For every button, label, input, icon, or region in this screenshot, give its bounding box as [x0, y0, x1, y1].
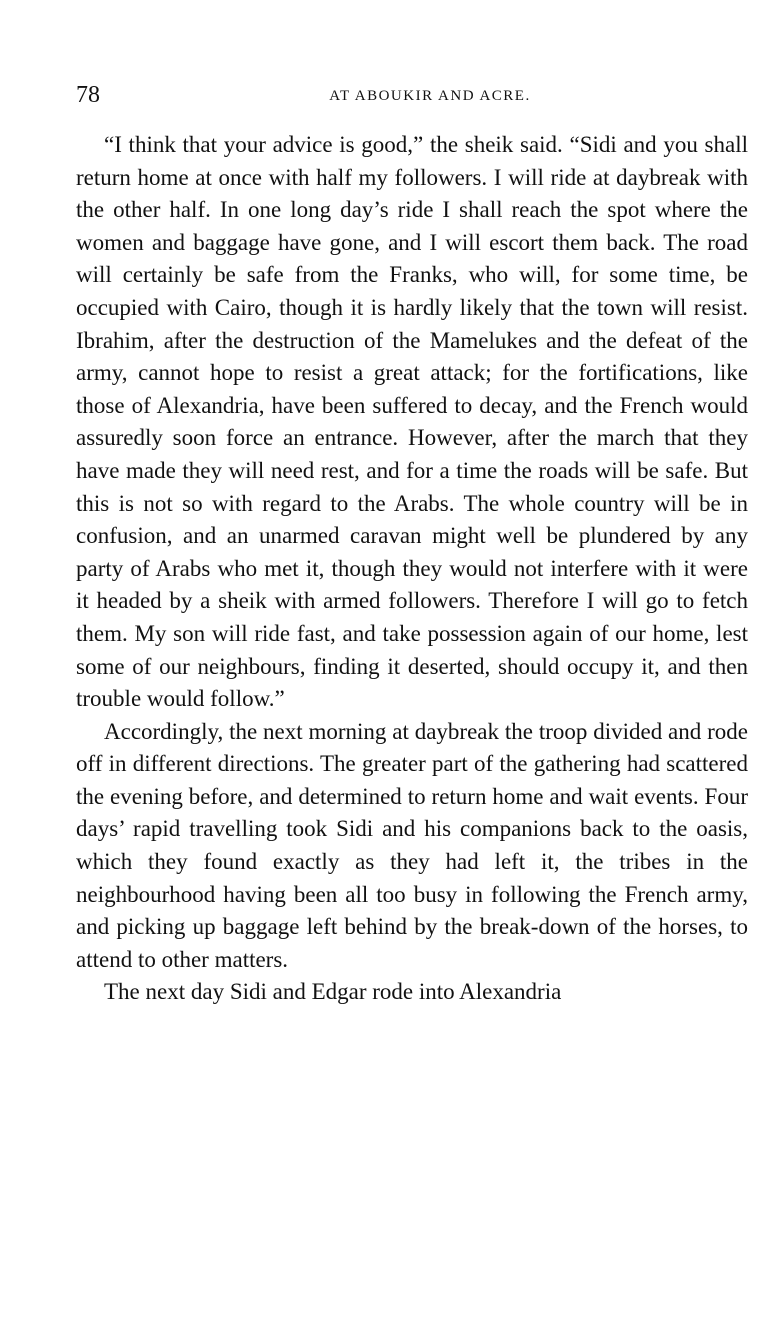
page-number: 78	[76, 82, 100, 108]
paragraph: The next day Sidi and Edgar rode into Alexandria	[104, 979, 562, 1005]
running-head: AT ABOUKIR AND ACRE.	[329, 88, 531, 104]
page-header	[76, 80, 748, 110]
body-text	[76, 129, 748, 1009]
paragraph: Accordingly, the next morning at daybreak the troop divided and rode off in different directions. The greater part of the gathering had scattered the evening before, and determined to return home and wait events. Four days’ rapid travelling took Sidi and his companions back to the oasis, which they found exactly as they had left it, the tribes in the neighbourhood having been all too busy in following the French army, and picking up baggage left behind by the break-down of the horses, to attend to other matters.	[76, 718, 748, 972]
paragraph: “I think that your advice is good,” the sheik said. “Sidi and you shall return home at once with half my followers. I will ride at daybreak with the other half. In one long day’s ride I shall reach the spot where the women and baggage have gone, and I will escort them back. The road will certainly be safe from the Franks, who will, for some time, be occupied with Cairo, though it is hardly likely that the town will resist. Ibrahim, after the destruction of the Mamelukes and the defeat of the army, cannot hope to resist a great attack; for the fortifications, like those of Alexandria, have been suffered to decay, and the French would assuredly soon force an entrance. However, after the march that they have made they will need rest, and for a time the roads will be safe. But this is not so with regard to the Arabs. The whole country will be in confusion, and an unarmed caravan might well be plundered by any party of Arabs who met it, though they would not interfere with it were it headed by a sheik with armed followers. Therefore I will go to fetch them. My son will ride fast, and take possession again of our home, lest some of our neighbours, finding it deserted, should occupy it, and then trouble would follow.”	[76, 132, 748, 712]
